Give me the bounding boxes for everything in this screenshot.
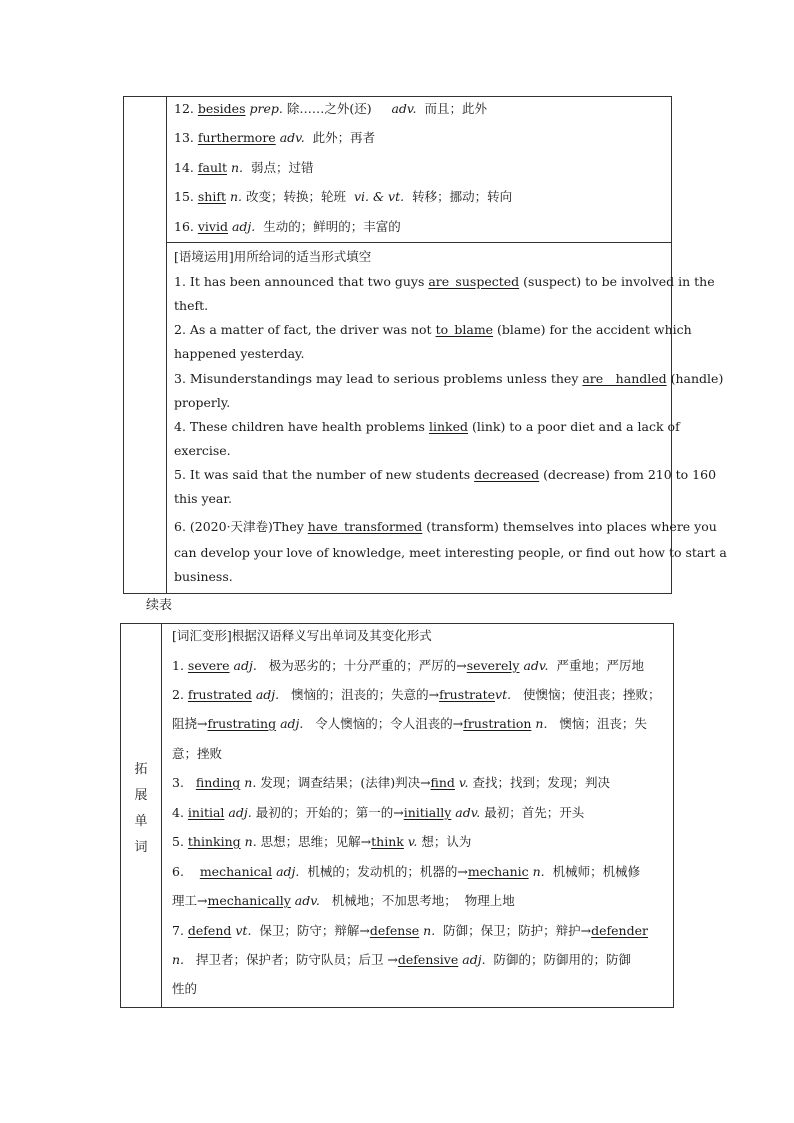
question-6: 6. (2020·天津卷)They have_transformed (transform) themselves into places where you xyxy=(174,519,717,534)
answer-blank: are__handled xyxy=(582,371,667,386)
row-divider xyxy=(166,242,671,243)
vocab-item-14: 14. fault n. 弱点；过错 xyxy=(174,160,314,175)
question-6-cont-2: business. xyxy=(174,569,233,584)
word-entry-2: 2. frustrated adj. 懊恼的；沮丧的；失意的→frustratevt. 使懊恼；使沮丧；挫败； xyxy=(172,687,661,702)
answer-blank: to_blame xyxy=(435,322,494,337)
side-label-char: 展 xyxy=(134,788,148,803)
word-entry-7: 7. defend vt. 保卫；防守；辩解→defense n. 防御；保卫；防护；辩护→defender xyxy=(172,923,648,938)
answer-blank: have_transformed xyxy=(307,519,423,534)
continued-label: 续表 xyxy=(146,598,173,613)
answer-blank: are_suspected xyxy=(428,274,520,289)
word-entry-5: 5. thinking n. 思想；思维；见解→think v. 想；认为 xyxy=(172,834,472,849)
side-label-char: 单 xyxy=(134,814,148,829)
vocab-table-extension xyxy=(120,623,674,1008)
question-3-cont: properly. xyxy=(174,395,231,410)
question-2: 2. As a matter of fact, the driver was not to_blame (blame) for the accident which xyxy=(174,322,692,337)
side-label-char: 拓 xyxy=(134,762,148,777)
word-entry-4: 4. initial adj. 最初的；开始的；第一的→initially adv. 最初；首先；开头 xyxy=(172,805,585,820)
word-entry-6-cont: 理工→mechanically adv. 机械地；不加思考地； 物理上地 xyxy=(172,893,515,908)
question-6-cont: can develop your love of knowledge, meet interesting people, or find out how to start a xyxy=(174,545,727,560)
vocab-item-12: 12. besides prep. 除……之外(还) adv. 而且；此外 xyxy=(174,101,487,116)
answer-blank: linked xyxy=(428,419,468,434)
word-entry-7-cont: n. 捍卫者；保护者；防守队员；后卫 →defensive adj. 防御的；防御用的；防御 xyxy=(172,952,632,967)
vocab-item-16: 16. vivid adj. 生动的；鲜明的；丰富的 xyxy=(174,219,401,234)
word-entry-2-cont-2: 意；挫败 xyxy=(172,746,223,761)
word-entry-1: 1. severe adj. 极为恶劣的；十分严重的；严厉的→severely adv. 严重地；严厉地 xyxy=(172,658,644,673)
question-1: 1. It has been announced that two guys are_suspected (suspect) to be involved in the xyxy=(174,274,715,289)
section-title: [词汇变形]根据汉语释义写出单词及其变化形式 xyxy=(172,628,432,643)
column-divider xyxy=(161,624,162,1007)
question-3: 3. Misunderstandings may lead to serious problems unless they are__handled (handle) xyxy=(174,371,724,386)
vocab-table-continued-top xyxy=(123,96,727,594)
word-entry-2-cont: 阻挠→frustrating adj. 令人懊恼的；令人沮丧的→frustration n. 懊恼；沮丧；失 xyxy=(172,716,647,731)
word-entry-6: 6. mechanical adj. 机械的；发动机的；机器的→mechanic n. 机械师；机械修 xyxy=(172,864,641,879)
question-1-cont: theft. xyxy=(174,298,209,313)
side-label-char: 词 xyxy=(134,840,148,855)
usage-title: [语境运用]用所给词的适当形式填空 xyxy=(174,249,372,264)
column-divider xyxy=(166,97,167,593)
question-5-cont: this year. xyxy=(174,491,232,506)
word-entry-7-cont-2: 性的 xyxy=(172,981,198,996)
question-5: 5. It was said that the number of new students decreased (decrease) from 210 to 160 xyxy=(174,467,717,482)
vocab-item-13: 13. furthermore adv. 此外；再者 xyxy=(174,130,376,145)
vocab-item-15: 15. shift n. 改变；转换；轮班 vi. & vt. 转移；挪动；转向 xyxy=(174,189,513,204)
question-4: 4. These children have health problems linked (link) to a poor diet and a lack of xyxy=(174,419,680,434)
answer-blank: decreased xyxy=(474,467,540,482)
question-2-cont: happened yesterday. xyxy=(174,346,305,361)
question-4-cont: exercise. xyxy=(174,443,231,458)
word-entry-3: 3. finding n. 发现；调查结果；(法律)判决→find v. 查找；找到；发现；判决 xyxy=(172,775,610,790)
